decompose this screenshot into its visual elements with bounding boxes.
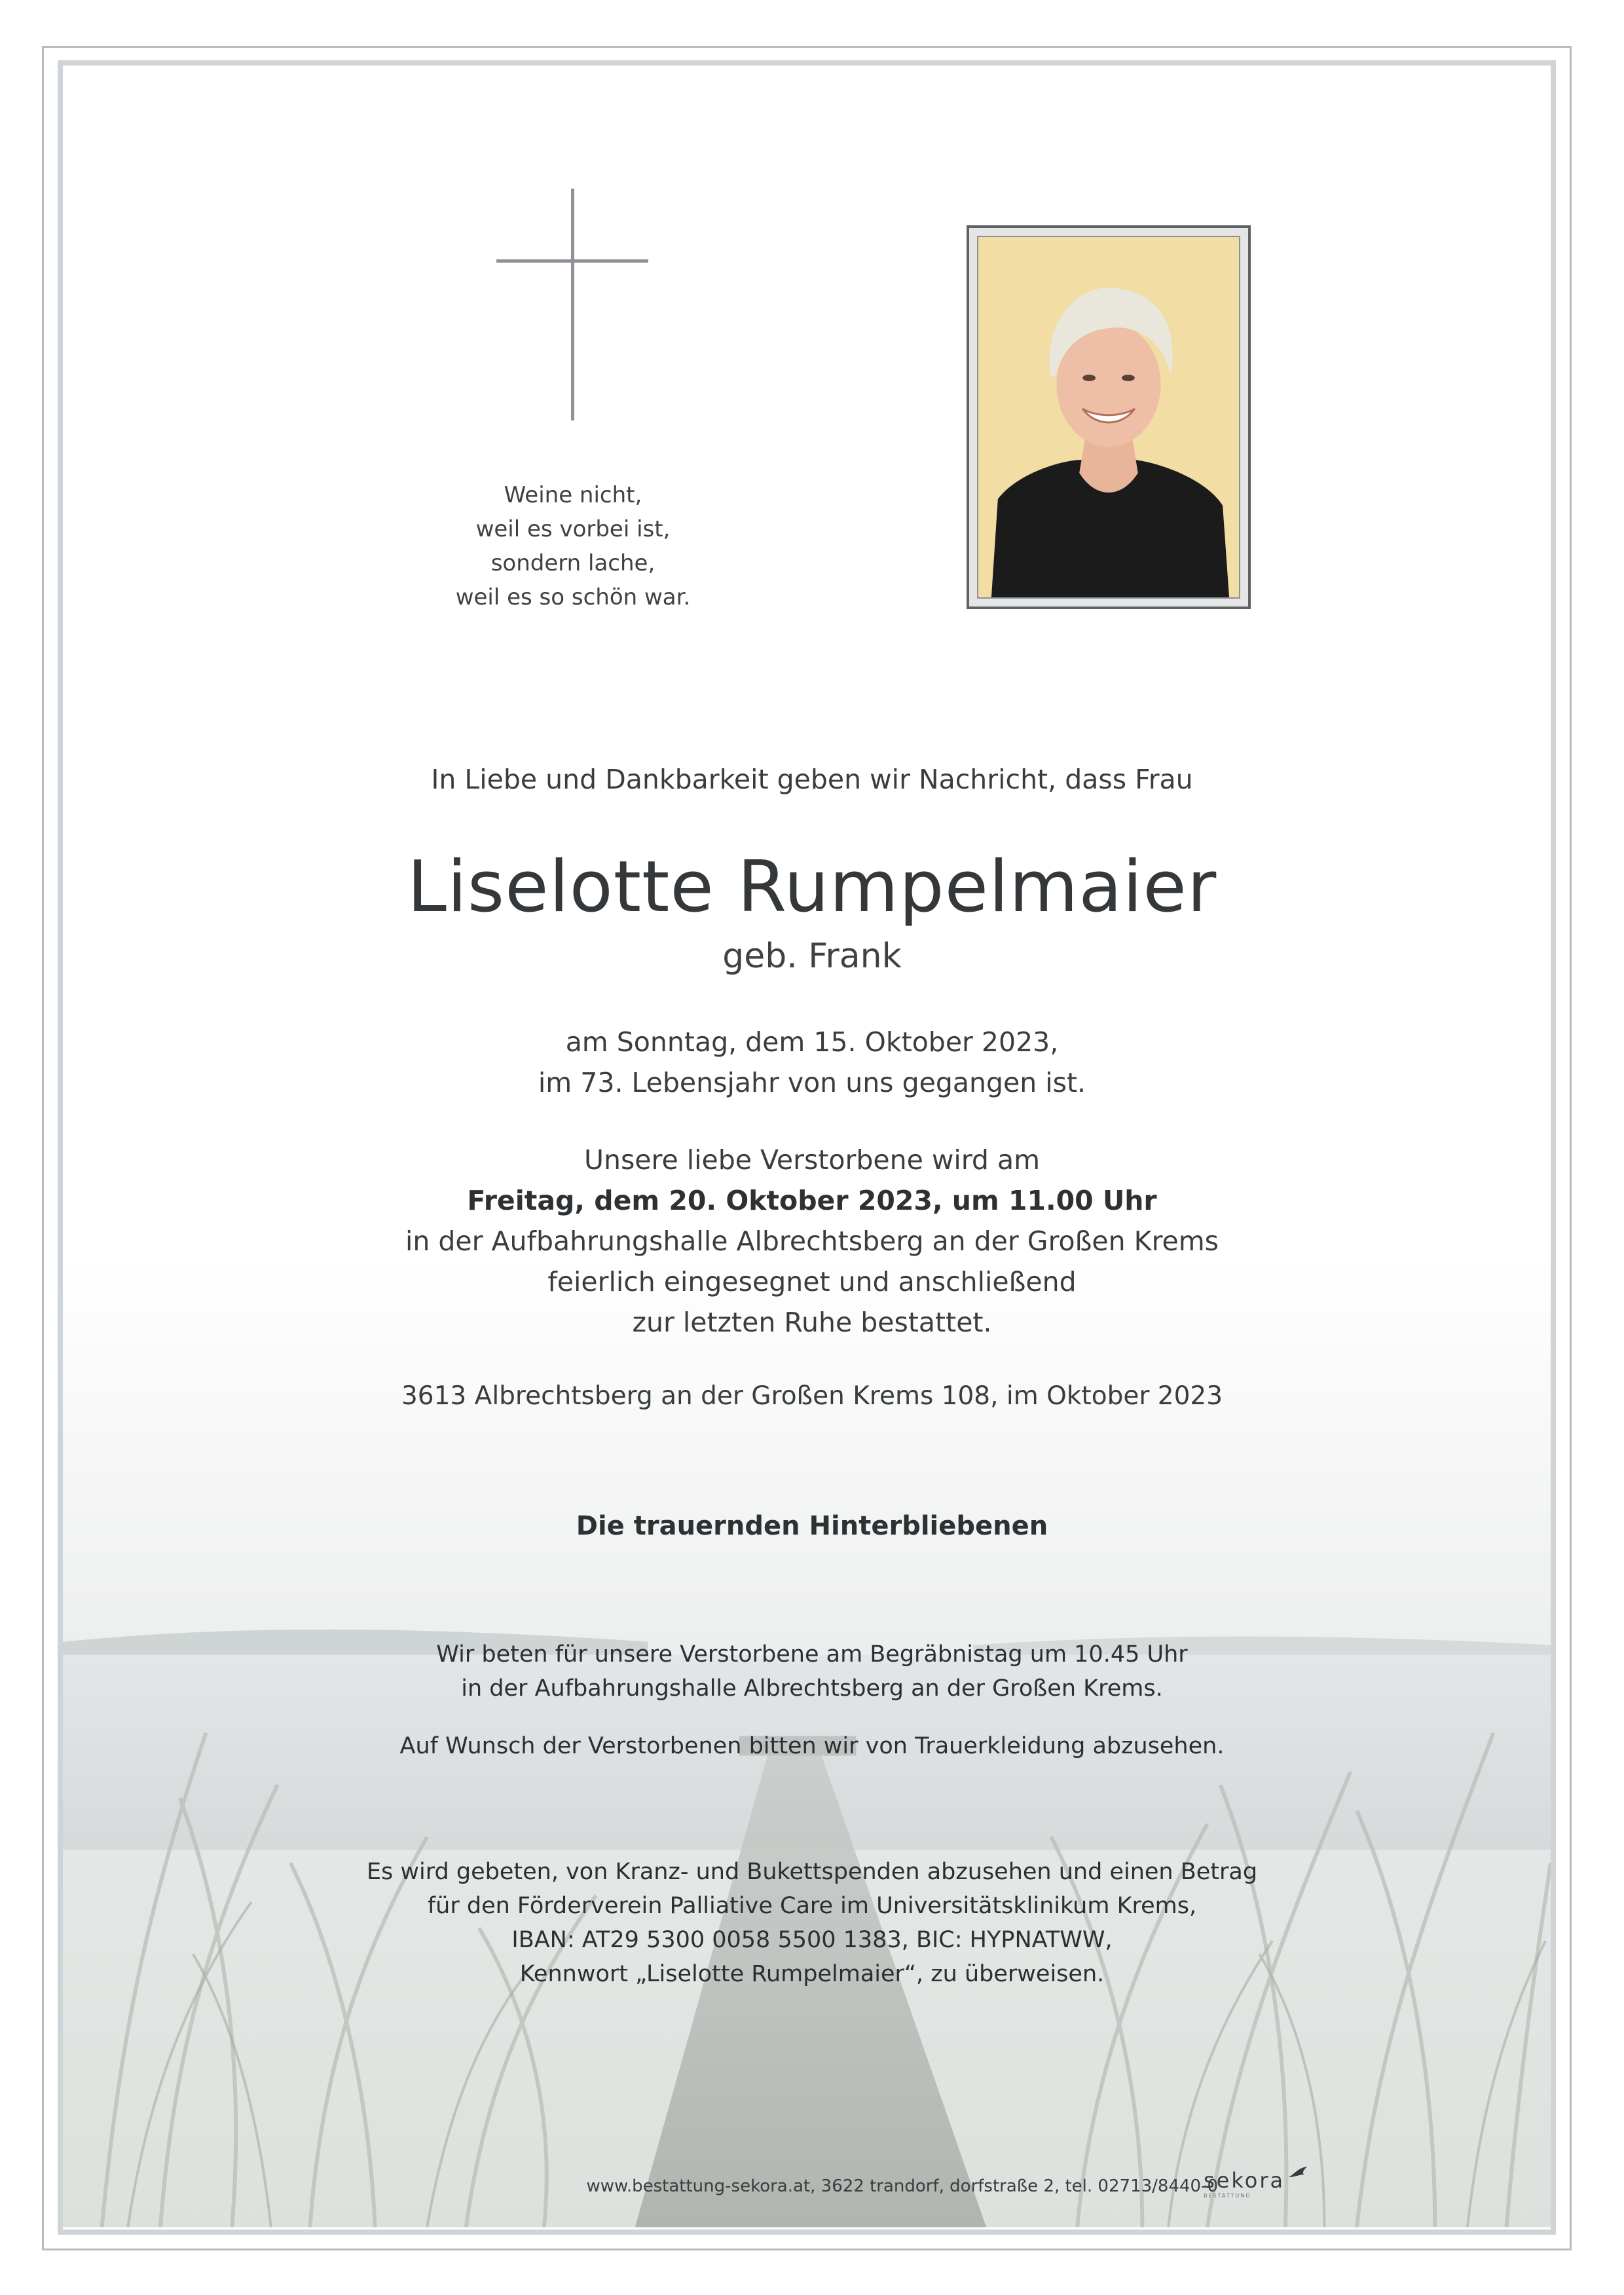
portrait-photo [977,236,1240,599]
mourners-signature: Die trauernden Hinterbliebenen [576,1511,1048,1541]
prayer-line: in der Aufbahrungshalle Albrechtsberg an der Großen Krems. [461,1675,1163,1702]
cross-icon-bar [496,259,648,263]
donation-bank-details: IBAN: AT29 5300 0058 5500 1383, BIC: HYPNATWW, [511,1927,1113,1953]
funeral-service-info [157,1140,1467,1343]
service-line: feierlich eingesegnet und anschließend [547,1266,1077,1297]
service-line: in der Aufbahrungshalle Albrechtsberg an der Großen Krems [405,1225,1219,1257]
prayer-line: Wir beten für unsere Verstorbene am Begräbnistag um 10.45 Uhr [436,1641,1188,1668]
poem-line: Weine nicht, [504,482,642,508]
service-date-time: Freitag, dem 20. Oktober 2023, um 11.00 Uhr [467,1185,1157,1216]
poem-line: weil es vorbei ist, [475,516,671,542]
cross-icon [571,189,574,420]
logo-wordmark: sekora [1204,2168,1285,2193]
donation-line: Es wird gebeten, von Kranz- und Bukettspenden abzusehen und einen Betrag [366,1859,1258,1885]
poem [393,478,753,614]
deceased-name: Liselotte Rumpelmaier [407,846,1217,928]
funeral-home-contact: www.bestattung-sekora.at, 3622 trandorf, dorfstraße 2, tel. 02713/8440-0 [586,2176,1218,2196]
donation-line: Kennwort „Liselotte Rumpelmaier“, zu überweisen. [519,1961,1105,1987]
place-and-date: 3613 Albrechtsberg an der Großen Krems 108, im Oktober 2023 [401,1381,1223,1411]
donation-line: für den Förderverein Palliative Care im Universitätsklinikum Krems, [427,1893,1197,1919]
service-line: Unsere liebe Verstorbene wird am [583,1144,1041,1176]
maiden-name: geb. Frank [722,937,902,976]
death-age-line: im 73. Lebensjahr von uns gegangen ist. [538,1067,1086,1098]
intro-text: In Liebe und Dankbarkeit geben wir Nachricht, dass Frau [431,764,1193,795]
prayer-note [157,1637,1467,1706]
logo-subtitle: BESTATTUNG [1204,2193,1251,2199]
dress-code-note: Auf Wunsch der Verstorbenen bitten wir von Trauerkleidung abzusehen. [399,1733,1225,1759]
dove-icon [1287,2165,1310,2181]
poem-line: sondern lache, [490,550,655,576]
death-info [157,1022,1467,1103]
service-line: zur letzten Ruhe bestattet. [632,1307,992,1338]
donation-request [157,1855,1467,1991]
funeral-home-logo [1204,2168,1308,2207]
portrait-photo-frame [967,225,1251,609]
death-date-line: am Sonntag, dem 15. Oktober 2023, [565,1026,1059,1058]
poem-line: weil es so schön war. [455,584,691,610]
